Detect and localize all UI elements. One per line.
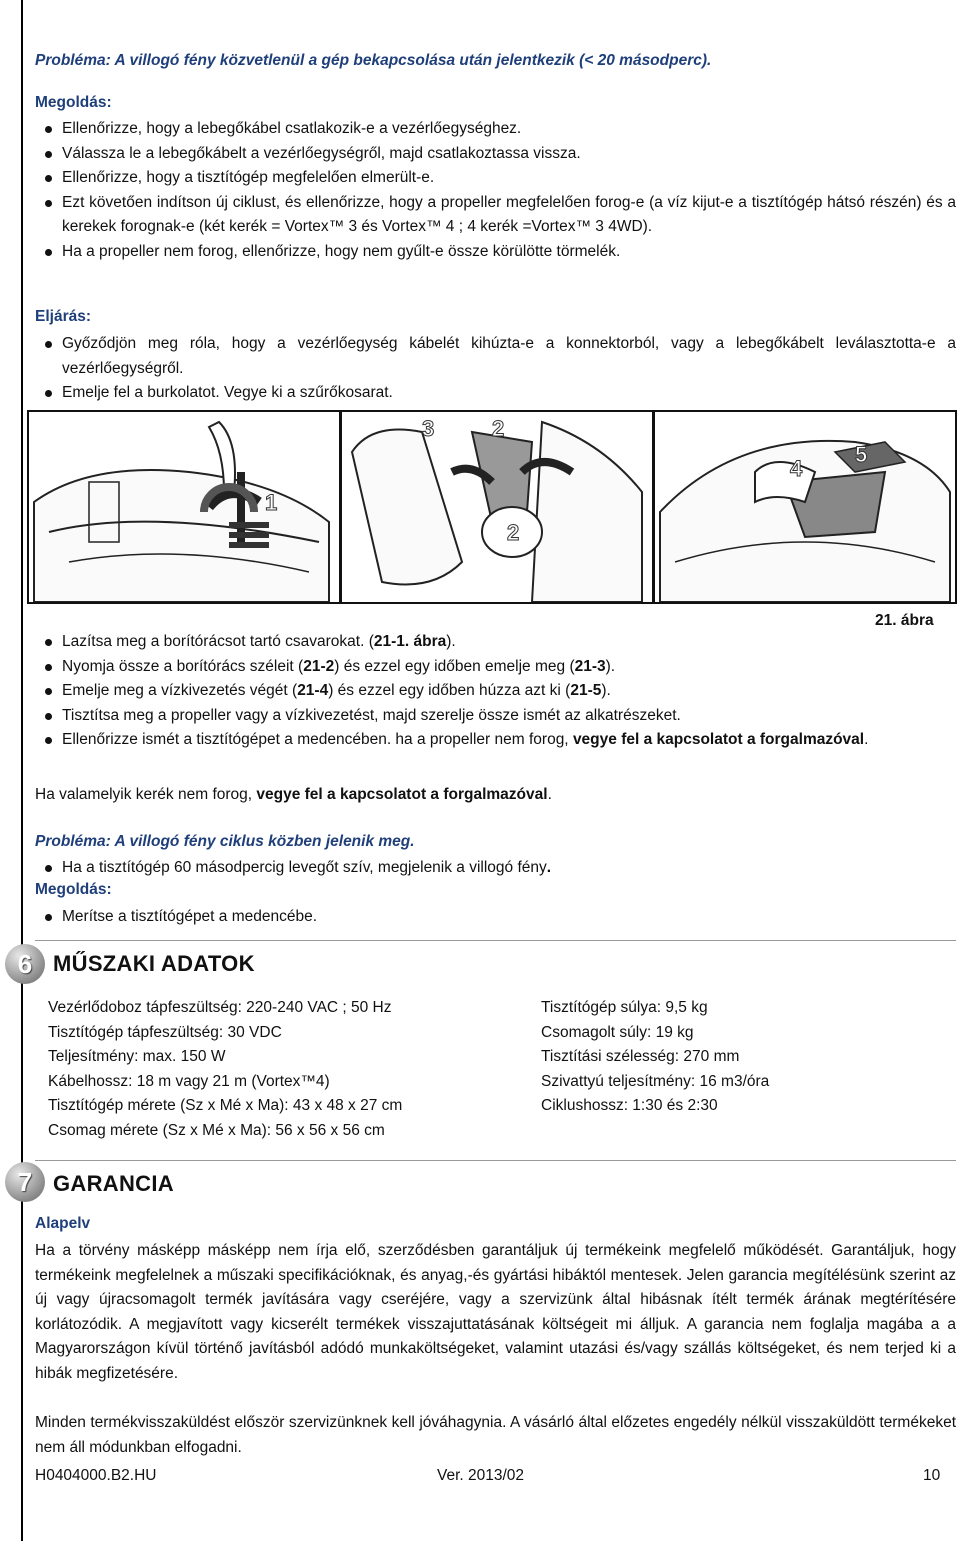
specs-right xyxy=(541,996,769,1119)
list-item xyxy=(35,630,956,655)
left-margin-rule xyxy=(21,0,23,1541)
figure-panel-lift-grid xyxy=(340,410,654,604)
problem1-title: Probléma: A villogó fény közvetlenül a gép bekapcsolása után jelentkezik (< 20 másodperc). xyxy=(35,52,712,69)
list-item: Győződjön meg róla, hogy a vezérlőegység kábelét kihúzta-e a konnektorból, vagy a lebegőkábelt leválasztotta-e a vezérlőegységről. xyxy=(35,332,956,381)
step-ref: 21-4 xyxy=(297,682,329,699)
warranty-subtitle: Alapelv xyxy=(35,1215,91,1232)
spec-item: Csomagolt súly: 19 kg xyxy=(541,1023,694,1041)
spec-item: Tisztítógép tápfeszültség: 30 VDC xyxy=(48,1023,282,1041)
wheel-note-text: Ha valamelyik kerék nem forog, xyxy=(35,786,257,803)
specs-left xyxy=(48,996,402,1143)
callout-3: 3 xyxy=(422,416,435,441)
section-7-title: GARANCIA xyxy=(53,1171,174,1196)
spec-item: Tisztítógép mérete (Sz x Mé x Ma): 43 x 48 x 27 cm xyxy=(48,1097,403,1114)
list-item: Válassza le a lebegőkábelt a vezérlőegységről, majd csatlakoztassa vissza. xyxy=(35,142,956,167)
list-item xyxy=(35,655,956,680)
spec-item: Tisztítógép súlya: 9,5 kg xyxy=(541,999,708,1016)
step-text: ). xyxy=(605,657,616,675)
wheel-note-bold: vegye fel a kapcsolatot a forgalmazóval xyxy=(256,786,548,803)
list-item xyxy=(35,856,956,881)
document-version: Ver. 2013/02 xyxy=(437,1467,525,1484)
spec-item: Szivattyú teljesítmény: 16 m3/óra xyxy=(541,1072,770,1090)
figure-illustration-3 xyxy=(655,412,955,602)
spec-item: Csomag mérete (Sz x Mé x Ma): 56 x 56 x 56 cm xyxy=(48,1121,385,1139)
step-text: Nyomja össze a borítórács széleit ( xyxy=(62,657,304,675)
step-text: Emelje meg a vízkivezetés végét ( xyxy=(62,682,298,699)
step-text: ) és ezzel egy időben emelje meg ( xyxy=(334,657,575,675)
callout-5: 5 xyxy=(855,442,868,467)
step-text: Ellenőrizze ismét a tisztítógépet a medencében. ha a propeller nem forog, xyxy=(62,731,573,748)
figure-panel-loosen-screws xyxy=(27,410,341,604)
list-item xyxy=(35,704,956,729)
section-divider xyxy=(35,940,956,941)
footer xyxy=(35,1467,956,1491)
wheel-note-end: . xyxy=(547,786,552,803)
problem2-list xyxy=(35,856,956,881)
section-6-title: MŰSZAKI ADATOK xyxy=(53,951,255,976)
procedure-list xyxy=(35,332,956,406)
list-item: Merítse a tisztítógépet a medencébe. xyxy=(35,905,956,930)
page-number: 10 xyxy=(923,1467,941,1484)
list-item xyxy=(35,679,956,704)
list-item: Ellenőrizze, hogy a tisztítógép megfelelően elmerült-e. xyxy=(35,166,956,191)
step-text: ). xyxy=(601,682,611,699)
spec-item: Vezérlődoboz tápfeszültség: 220-240 VAC ; 50 Hz xyxy=(48,999,392,1016)
spec-item: Kábelhossz: 18 m vagy 21 m (Vortex™4) xyxy=(48,1072,330,1090)
callout-1: 1 xyxy=(265,490,278,515)
figure-illustration-1 xyxy=(29,412,339,602)
section-divider xyxy=(35,1160,956,1161)
step-ref: 21-2 xyxy=(303,657,335,675)
step-text: ). xyxy=(446,633,456,650)
callout-4: 4 xyxy=(790,456,803,481)
figure-panel-pull-outlet xyxy=(653,410,957,604)
problem1-solution-label: Megoldás: xyxy=(35,94,112,111)
warranty-paragraph-2: Minden termékvisszaküldést először szervizünknek kell jóváhagynia. A vásárló által előzetes engedély nélkül visszaküldött termékeket nem áll módunkban elfogadni. xyxy=(35,1414,956,1456)
problem2-title: Probléma: A villogó fény ciklus közben jelenik meg. xyxy=(35,833,415,850)
problem2-item-text: Ha a tisztítógép 60 másodpercig levegőt szív, megjelenik a villogó fény xyxy=(62,859,547,876)
spec-item: Ciklushossz: 1:30 és 2:30 xyxy=(541,1097,718,1114)
spec-item: Teljesítmény: max. 150 W xyxy=(48,1048,226,1065)
section-7-badge: 7 xyxy=(5,1162,45,1202)
list-item: Emelje fel a burkolatot. Vegye ki a szűrőkosarat. xyxy=(35,381,956,406)
wheel-note xyxy=(35,783,552,808)
warranty-paragraph-1: Ha a törvény másképp másképp nem írja elő, szerződésben garantáljuk új termékeink megfelelő működését. Garantáljuk, hogy termékeink megfelelnek a műszaki specifikációknak, és anyag,-és gyártási hibáktól mentesek. Jelen garancia megítélésünk szerint az új vagy újracsomagolt termék javítására vagy cseréjére, vagy a szervizünk által hibásnak ítélt termék árának megtérítésére korlátozódik. A megjavított vagy kicserélt termékek visszajuttatásának költségeit mi álljuk. A garancia nem foglalja magába a a Magyarországon kívül történő javításból adódó munkaköltségeket, valamint utazási és/vagy szállás költségeket, és nem terjed ki a hibák megfizetésére. xyxy=(35,1242,956,1382)
step-text: Tisztítsa meg a propeller vagy a vízkivezetést, majd szerelje össze ismét az alkatrészeket. xyxy=(62,706,681,724)
problem1-solution-list xyxy=(35,117,956,264)
problem2-solution-label: Megoldás: xyxy=(35,881,112,898)
figure-label: 21. ábra xyxy=(875,612,934,629)
document-code: H0404000.B2.HU xyxy=(35,1467,157,1484)
list-item: Ezt követően indítson új ciklust, és ellenőrizze, hogy a propeller megfelelően forog-e (a víz kijut-e a tisztítógép hátsó részén) és a kerekek forognak-e (két kerék = Vortex™ 3 és Vortex™ 4 ; 4 kerék =Vortex™ 3 4WD). xyxy=(35,191,956,240)
step-ref: vegye fel a kapcsolatot a forgalmazóval xyxy=(572,731,865,748)
step-text: . xyxy=(864,731,869,748)
step-ref: 21-3 xyxy=(574,657,606,675)
step-text: Lazítsa meg a borítórácsot tartó csavarokat. ( xyxy=(62,633,374,650)
list-item xyxy=(35,728,956,753)
steps-list xyxy=(35,630,956,753)
spec-item: Tisztítási szélesség: 270 mm xyxy=(541,1048,740,1065)
step-ref: 21-1. ábra xyxy=(373,633,447,650)
callout-2-bottom: 2 xyxy=(507,520,520,545)
problem2-solution-list xyxy=(35,905,956,930)
list-item: Ha a propeller nem forog, ellenőrizze, hogy nem gyűlt-e össze körülötte törmelék. xyxy=(35,240,956,265)
callout-2-top: 2 xyxy=(492,416,505,441)
procedure-label: Eljárás: xyxy=(35,308,92,325)
problem2-item-end: . xyxy=(546,859,552,876)
step-text: ) és ezzel egy időben húzza azt ki ( xyxy=(328,682,571,699)
step-ref: 21-5 xyxy=(570,682,602,699)
section-6-badge: 6 xyxy=(5,944,45,984)
list-item: Ellenőrizze, hogy a lebegőkábel csatlakozik-e a vezérlőegységhez. xyxy=(35,117,956,142)
